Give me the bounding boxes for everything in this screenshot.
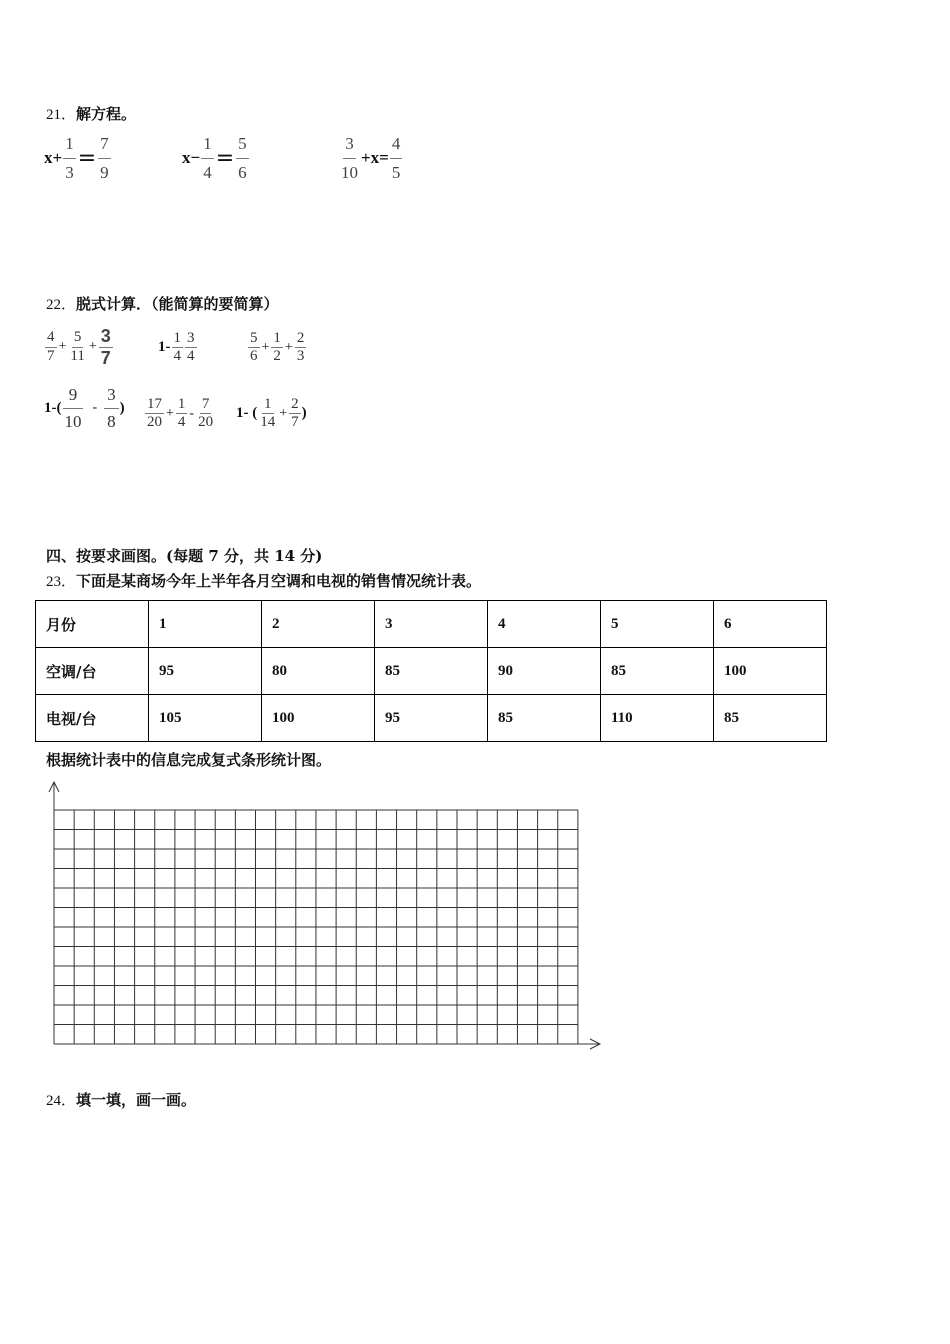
- table-cell: 4: [488, 601, 601, 648]
- table-cell: 110: [601, 695, 714, 742]
- table-cell: 105: [149, 695, 262, 742]
- table-cell: 80: [262, 648, 375, 695]
- fraction: $\frac{5}{11}$: [70, 329, 85, 364]
- table-cell: 100: [262, 695, 375, 742]
- eq1-lhs-var: x+: [44, 148, 63, 168]
- table-row-ac: [36, 648, 827, 695]
- q22-title: [46, 293, 279, 314]
- operator: +: [88, 339, 97, 355]
- q24-title: [46, 1089, 196, 1110]
- q24-number: 24．: [46, 1093, 77, 1109]
- fraction: $\frac{1}{4}$: [177, 396, 186, 431]
- fraction: $\frac{1}{2}$: [273, 330, 281, 365]
- tail-token: ): [119, 399, 125, 416]
- equation-3: [338, 134, 403, 182]
- lead-token: 1-: [158, 339, 171, 356]
- eq2-equals: =: [215, 145, 235, 171]
- sales-table: [35, 600, 827, 742]
- table-cell: 95: [375, 695, 488, 742]
- calc-expr-3: [247, 330, 307, 366]
- lead-token: 1-(: [44, 399, 62, 416]
- equation-1: [44, 134, 112, 182]
- eq3-mid-var: +x=: [361, 148, 389, 168]
- table-cell: 月份: [36, 601, 149, 648]
- operator: +: [284, 339, 293, 355]
- q21-text: 解方程。: [76, 105, 137, 123]
- fraction: $\frac{3}{8}$: [104, 385, 119, 431]
- eq3-fraction-2: $\frac{4}{5}$: [391, 134, 401, 182]
- eq1-equals: =: [77, 145, 97, 171]
- fraction: $\frac{3}{4}$: [187, 330, 195, 365]
- q22-number: 22．: [46, 297, 77, 313]
- eq2-fraction-1: $\frac{1}{4}$: [203, 134, 212, 182]
- fraction: $\frac{5}{6}$: [250, 330, 258, 365]
- drawing-grid[interactable]: [40, 778, 610, 1056]
- table-cell: 85: [375, 648, 488, 695]
- q21-number: 21．: [46, 107, 77, 123]
- lead-token: 1- (: [236, 405, 258, 422]
- table-cell: 6: [714, 601, 827, 648]
- fraction: $\frac{1}{4}$: [173, 330, 181, 365]
- fraction: $\frac{9}{10}$: [64, 385, 82, 431]
- q23-text: 下面是某商场今年上半年各月空调和电视的销售情况统计表。: [76, 572, 482, 590]
- fraction: $\frac{2}{7}$: [291, 396, 299, 431]
- table-cell: 电视/台: [36, 695, 149, 742]
- tail-token: ): [301, 405, 307, 422]
- fraction: $\frac{7}{20}$: [198, 396, 214, 431]
- table-cell: 5: [601, 601, 714, 648]
- operator: +: [279, 405, 288, 421]
- table-cell: 95: [149, 648, 262, 695]
- q23-title: [46, 570, 481, 591]
- table-cell: 100: [714, 648, 827, 695]
- fraction: $\frac{1}{14}$: [260, 396, 276, 431]
- table-cell: 85: [714, 695, 827, 742]
- table-row-tv: [36, 695, 827, 742]
- operator: +: [261, 339, 270, 355]
- q24-text: 填一填，画一画。: [76, 1091, 197, 1109]
- table-cell: 85: [488, 695, 601, 742]
- eq3-fraction-1: $\frac{3}{10}$: [341, 134, 358, 182]
- calc-expr-6: [236, 396, 307, 432]
- operator: -: [92, 400, 98, 416]
- calc-expr-1: [44, 326, 114, 368]
- calc-expr-2: [158, 330, 198, 366]
- eq1-fraction-1: $\frac{1}{3}$: [65, 134, 74, 182]
- q21-title: [46, 103, 136, 124]
- q23-instruction: 根据统计表中的信息完成复式条形统计图。: [46, 751, 332, 769]
- table-row-month: [36, 601, 827, 648]
- fraction: $\frac{17}{20}$: [147, 396, 162, 431]
- operator: +: [58, 339, 67, 355]
- fraction: $\frac{2}{3}$: [296, 330, 305, 365]
- q22-text: 脱式计算．（能简算的要简算）: [76, 295, 279, 313]
- table-cell: 2: [262, 601, 375, 648]
- table-cell: 90: [488, 648, 601, 695]
- calc-expr-5: [144, 396, 216, 432]
- table-cell: 空调/台: [36, 648, 149, 695]
- table-cell: 1: [149, 601, 262, 648]
- eq2-fraction-2: $\frac{5}{6}$: [238, 134, 247, 182]
- q23-number: 23．: [46, 574, 77, 590]
- eq1-fraction-2: $\frac{7}{9}$: [100, 134, 109, 182]
- operator: +: [166, 405, 174, 421]
- table-cell: 3: [375, 601, 488, 648]
- operator: -: [189, 405, 195, 421]
- grid-lines: [54, 810, 578, 1044]
- equation-2: [182, 134, 250, 182]
- section-4-title: 四、按要求画图。(每题 7 分，共 14 分): [46, 547, 323, 565]
- eq2-lhs-var: x−: [182, 148, 201, 168]
- calc-expr-4: [44, 385, 125, 431]
- fraction: $\frac{4}{7}$: [47, 329, 55, 364]
- fraction: $\frac{3}{7}$: [100, 326, 111, 368]
- table-cell: 85: [601, 648, 714, 695]
